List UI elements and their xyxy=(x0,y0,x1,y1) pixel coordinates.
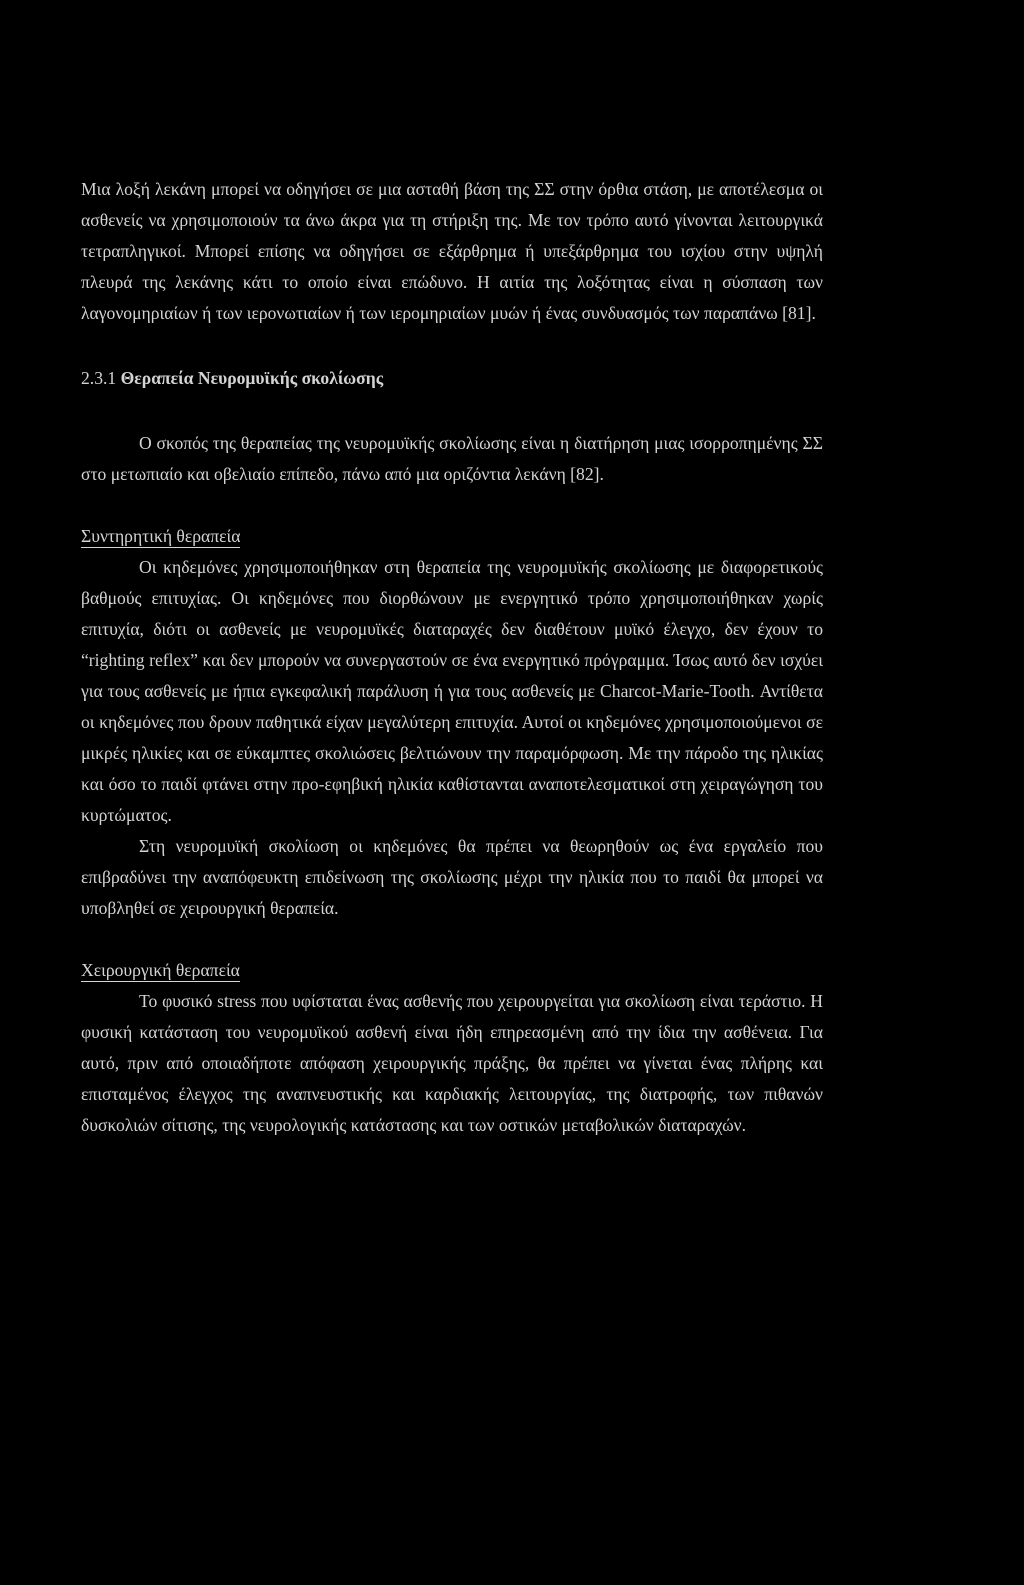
intro-paragraph: Μια λοξή λεκάνη μπορεί να οδηγήσει σε μια ασταθή βάση της ΣΣ στην όρθια στάση, με αποτέλεσμα οι ασθενείς να χρησιμοποιούν τα άνω άκρα για τη στήριξη της. Με τον τρόπο αυτό γίνονται λειτουργικά τετραπληγικοί. Μπορεί επίσης να οδηγήσει σε εξάρθρημα ή υπεξάρθρημα του ισχίου στην υψηλή πλευρά της λεκάνης κάτι το οποίο είναι επώδυνο. Η αιτία της λοξότητας είναι η σύσπαση των λαγονομηριαίων ή των ιερονωτιαίων ή των ιερομηριαίων μυών ή ένας συνδυασμός των παραπάνω [81]. xyxy=(81,179,823,323)
conservative-paragraph-1: Οι κηδεμόνες χρησιμοποιήθηκαν στη θεραπεία της νευρομυϊκής σκολίωσης με διαφορετικούς βαθμούς επιτυχίας. Οι κηδεμόνες που διορθώνουν με ενεργητικό τρόπο χρησιμοποιήθηκαν χωρίς επιτυχία, διότι οι ασθενείς με νευρομυϊκές διαταραχές δεν διαθέτουν μυϊκό έλεγχο, δεν έχουν το “righting reflex” και δεν μπορούν να συνεργαστούν σε ένα ενεργητικό πρόγραμμα. Ίσως αυτό δεν ισχύει για τους ασθενείς με ήπια εγκεφαλική παράλυση ή για τους ασθενείς με Charcot-Marie-Tooth. Αντίθετα οι κηδεμόνες που δρουν παθητικά είχαν μεγαλύτερη επιτυχία. Αυτοί οι κηδεμόνες χρησιμοποιούμενοι σε μικρές ηλικίες και σε εύκαμπτες σκολιώσεις βελτιώνουν την παραμόρφωση. Με την πάροδο της ηλικίας και όσο το παιδί φτάνει στην προ-εφηβική ηλικία καθίστανται αναποτελεσματικοί στη χειραγώγηση του κυρτώματος. xyxy=(81,557,823,825)
surgical-heading xyxy=(81,955,823,986)
surgical-heading-text: Χειρουργική θεραπεία xyxy=(81,960,240,980)
section-heading xyxy=(81,363,823,394)
section-intro-paragraph: Ο σκοπός της θεραπείας της νευρομυϊκής σκολίωσης είναι η διατήρηση μιας ισορροπημένης ΣΣ στο μετωπιαίο και οβελιαίο επίπεδο, πάνω από μια οριζόντια λεκάνη [82]. xyxy=(81,433,823,484)
conservative-paragraph-2: Στη νευρομυϊκή σκολίωση οι κηδεμόνες θα πρέπει να θεωρηθούν ως ένα εργαλείο που επιβραδύνει την αναπόφευκτη επιδείνωση της σκολίωσης μέχρι την ηλικία που το παιδί θα μπορεί να υποβληθεί σε χειρουργική θεραπεία. xyxy=(81,836,823,918)
conservative-heading-text: Συντηρητική θεραπεία xyxy=(81,526,241,546)
document-page xyxy=(81,174,823,1141)
section-number: 2.3.1 xyxy=(81,368,117,388)
surgical-paragraph-1: Το φυσικό stress που υφίσταται ένας ασθενής που χειρουργείται για σκολίωση είναι τεράστιο. Η φυσική κατάσταση του νευρομυϊκού ασθενή είναι ήδη επηρεασμένη από την ίδια την ασθένεια. Για αυτό, πριν από οποιαδήποτε απόφαση χειρουργικής πράξης, θα πρέπει να γίνεται ένας πλήρης και επισταμένος έλεγχος της αναπνευστικής και καρδιακής λειτουργίας, της διατροφής, των πιθανών δυσκολιών σίτισης, της νευρολογικής κατάστασης και των οστικών μεταβολικών διαταραχών. xyxy=(81,991,823,1135)
section-title: Θεραπεία Νευρομυϊκής σκολίωσης xyxy=(120,368,384,388)
conservative-heading xyxy=(81,521,823,552)
